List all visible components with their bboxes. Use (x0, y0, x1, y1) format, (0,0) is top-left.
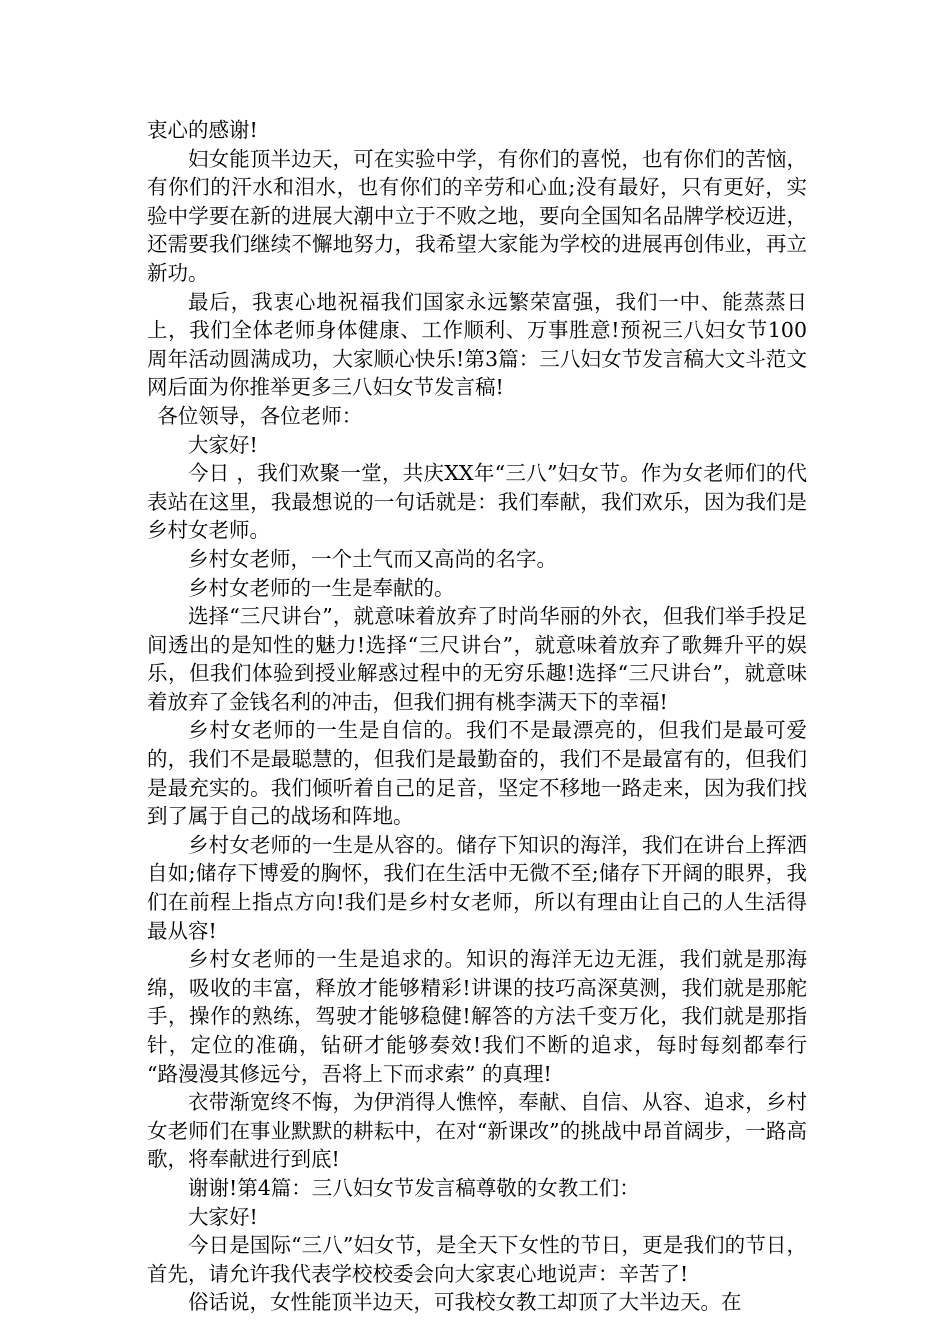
paragraph: 乡村女老师，一个土气而又高尚的名字。 (188, 546, 557, 571)
paragraph: 选择“三尺讲台”，就意味着放弃了时尚华丽的外衣，但我们举手投足间透出的是知性的魅力!选择“三尺讲台”，就意味着放弃了歌舞升平的娱乐，但我们体验到授业解惑过程中的无穷乐趣!选择“三尺讲台”，就意味着放弃了金钱名利的冲击，但我们拥有桃李满天下的幸福! (147, 604, 807, 714)
paragraph: 衷心的感谢! (147, 118, 258, 142)
greeting: 大家好! (188, 1204, 258, 1229)
paragraph: 俗话说，女性能顶半边天，可我校女教工却顶了大半边天。在 (188, 1290, 742, 1315)
paragraph: 乡村女老师的一生是追求的。知识的海洋无边无涯，我们就是那海绵，吸收的丰富，释放才能够精彩!讲课的技巧高深莫测，我们就是那舵手，操作的熟练，驾驶才能够稳健!解答的方法千变万化，我们就是那指针，定位的准确，钻研才能够奏效!我们不断的追求，每时每刻都奉行 “路漫漫其修远兮，吾将上下而求索” 的真理! (147, 947, 807, 1086)
paragraph: 乡村女老师的一生是从容的。储存下知识的海洋，我们在讲台上挥洒自如;储存下博爱的胸怀，我们在生活中无微不至;储存下开阔的眼界，我们在前程上指点方向!我们是乡村女老师，所以有理由让自己的人生活得最从容! (147, 832, 807, 943)
paragraph: 乡村女老师的一生是奉献的。 (188, 575, 455, 600)
paragraph: 乡村女老师的一生是自信的。我们不是最漂亮的，但我们是最可爱的，我们不是最聪慧的，但我们是最勤奋的，我们不是最富有的，但我们是最充实的。我们倾听着自己的足音，坚定不移地一路走来，因为我们找到了属于自己的战场和阵地。 (147, 718, 807, 829)
paragraph: 衣带渐宽终不悔，为伊消得人憔悴，奉献、自信、从容、追求，乡村女老师们在事业默默的耕耘中，在对“新课改”的挑战中昂首阔步，一路高歌，将奉献进行到底! (147, 1090, 807, 1172)
salutation: 各位领导，各位老师： (157, 403, 363, 428)
paragraph: 谢谢!第4篇：三八妇女节发言稿尊敬的女教工们： (188, 1175, 640, 1200)
paragraph: 最后，我衷心地祝福我们国家永远繁荣富强，我们一中、能蒸蒸日上，我们全体老师身体健康、工作顺利、万事胜意!预祝三八妇女节100周年活动圆满成功，大家顺心快乐!第3篇：三八妇女节发言稿大文斗范文网后面为你推举更多三八妇女节发言稿! (147, 289, 807, 400)
document-page (147, 116, 807, 1317)
paragraph: 今日 ，我们欢聚一堂，共庆XX年“三八”妇女节。作为女老师们的代表站在这里，我最想说的一句话就是：我们奉献，我们欢乐，因为我们是乡村女老师。 (147, 461, 807, 543)
paragraph: 今日是国际“三八”妇女节，是全天下女性的节日，更是我们的节日，首先，请允许我代表学校校委会向大家衷心地说声：辛苦了! (147, 1233, 807, 1286)
paragraph: 妇女能顶半边天，可在实验中学，有你们的喜悦，也有你们的苦恼，有你们的汗水和泪水，也有你们的辛劳和心血;没有最好，只有更好，实验中学要在新的进展大潮中立于不败之地，要向全国知名品牌学校迈进，还需要我们继续不懈地努力，我希望大家能为学校的进展再创伟业，再立新功。 (147, 146, 807, 285)
greeting: 大家好! (188, 432, 258, 457)
